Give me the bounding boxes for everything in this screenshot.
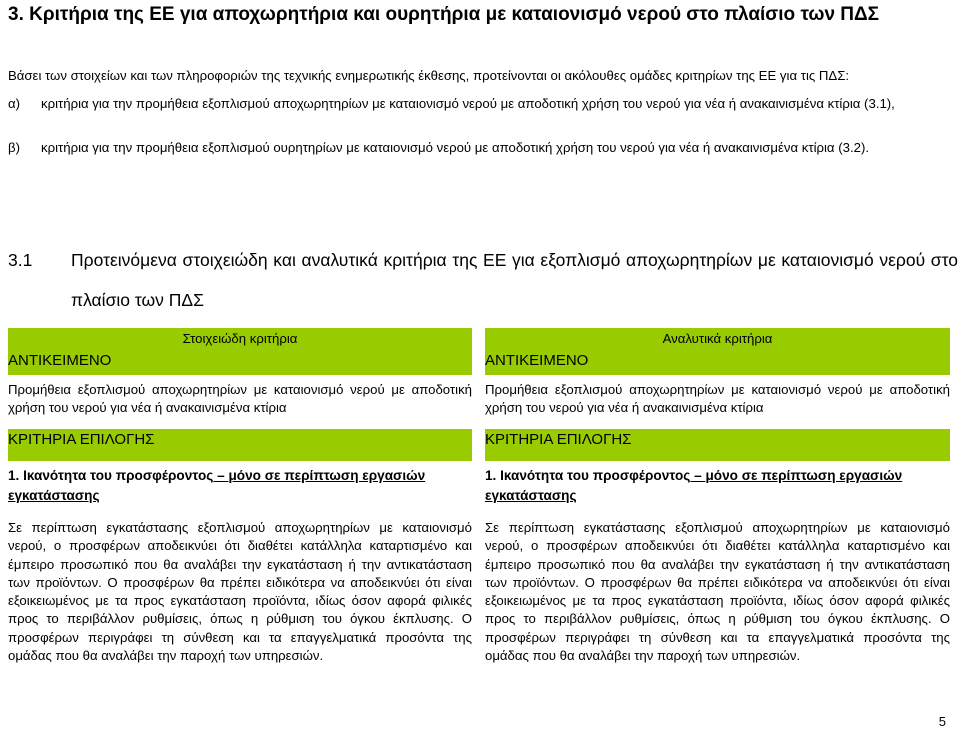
object-text: Προμήθεια εξοπλισμού αποχωρητηρίων με καταιονισμό νερού με αποδοτική χρήση του νερού για νέα ή ανακαινισμένα κτίρια	[8, 382, 472, 415]
section-title: Κριτήρια της ΕΕ για αποχωρητήρια και ουρητήρια με καταιονισμό νερού στο πλαίσιο των ΠΔΣ	[29, 4, 880, 25]
section-heading	[8, 2, 938, 28]
list-marker: β)	[8, 140, 20, 155]
page-number: 5	[938, 714, 946, 729]
comprehensive-criteria-column	[485, 328, 950, 665]
list-text: κριτήρια για την προμήθεια εξοπλισμού αποχωρητηρίων με καταιονισμό νερού με αποδοτική χρήση του νερού για νέα ή ανακαινισμένα κτίρια (3.1),	[41, 96, 895, 111]
comprehensive-criteria-header	[485, 328, 950, 375]
object-cell	[8, 375, 472, 429]
core-criteria-column	[8, 328, 472, 665]
criterion-body: Σε περίπτωση εγκατάστασης εξοπλισμού αποχωρητηρίων με καταιονισμό νερού, ο προσφέρων αποδεικνύει ότι διαθέτει κατάλληλα καταρτισμένο και έμπειρο προσωπικό που θα αναλάβει την εγκατάσταση ή την αντικατάσταση των προϊόντων. Ο προσφέρων θα πρέπει ειδικότερα να αποδεικνύει ότι είναι εξοικειωμένος με τα προς εγκατάσταση προϊόντα, ιδίως όσον αφορά φιλικές προς το περιβάλλον ρυθμίσεις, όπως η ρύθμιση του όγκου έκπλυσης. Ο προσφέρων περιγράφει τη σύνθεση και τα επαγγελματικά προσόντα της ομάδας που θα αναλάβει την παροχή των υπηρεσιών.	[8, 520, 472, 664]
selection-criteria-label: ΚΡΙΤΗΡΙΑ ΕΠΙΛΟΓΗΣ	[8, 431, 155, 448]
object-cell	[485, 375, 950, 429]
selection-criteria-header	[485, 429, 950, 461]
criterion-body: Σε περίπτωση εγκατάστασης εξοπλισμού αποχωρητηρίων με καταιονισμό νερού, ο προσφέρων αποδεικνύει ότι διαθέτει κατάλληλα καταρτισμένο και έμπειρο προσωπικό που θα αναλάβει την εγκατάσταση ή την αντικατάσταση των προϊόντων. Ο προσφέρων θα πρέπει ειδικότερα να αποδεικνύει ότι είναι εξοικειωμένος με τα προς εγκατάσταση προϊόντα, ιδίως όσον αφορά φιλικές προς το περιβάλλον ρυθμίσεις, όπως η ρύθμιση του όγκου έκπλυσης. Ο προσφέρων περιγράφει τη σύνθεση και τα επαγγελματικά προσόντα της ομάδας που θα αναλάβει την παροχή των υπηρεσιών.	[485, 520, 950, 664]
section-number: 3.	[8, 4, 24, 25]
criterion-title-start: 1. Ικανότητα του προσφέροντος	[8, 468, 214, 483]
comprehensive-criteria-caption: Αναλυτικά κριτήρια	[662, 331, 773, 346]
object-text: Προμήθεια εξοπλισμού αποχωρητηρίων με καταιονισμό νερού με αποδοτική χρήση του νερού για νέα ή ανακαινισμένα κτίρια	[485, 382, 950, 415]
criterion-title-underlined: μόνο σε περίπτωση εργασιών εγκατάστασης	[8, 468, 426, 503]
criterion-title	[8, 466, 472, 506]
core-criteria-caption: Στοιχειώδη κριτήρια	[182, 331, 298, 346]
list-item	[8, 92, 958, 138]
selection-criteria-header	[8, 429, 472, 461]
subsection-title: Προτεινόμενα στοιχειώδη και αναλυτικά κριτήρια της ΕΕ για εξοπλισμό αποχωρητηρίων με καταιονισμό νερού στο πλαίσιο των ΠΔΣ	[71, 250, 958, 310]
subsection-number: 3.1	[8, 250, 33, 270]
list-item	[8, 136, 958, 182]
core-criteria-header	[8, 328, 472, 375]
criterion-title-dash: –	[213, 468, 229, 483]
criterion-title-dash: –	[690, 468, 706, 483]
selection-criteria-label: ΚΡΙΤΗΡΙΑ ΕΠΙΛΟΓΗΣ	[485, 431, 632, 448]
list-marker: α)	[8, 96, 21, 111]
criterion-title-underlined: μόνο σε περίπτωση εργασιών εγκατάστασης	[485, 468, 903, 503]
intro-paragraph: Βάσει των στοιχείων και των πληροφοριών της τεχνικής ενημερωτικής έκθεσης, προτείνονται οι ακόλουθες ομάδες κριτηρίων της ΕΕ για τις ΠΔΣ:	[8, 68, 850, 83]
criterion-title	[485, 466, 950, 506]
object-label: ΑΝΤΙΚΕΙΜΕΝΟ	[485, 352, 589, 369]
list-text: κριτήρια για την προμήθεια εξοπλισμού ουρητηρίων με καταιονισμό νερού με αποδοτική χρήση του νερού για νέα ή ανακαινισμένα κτίρια (3.2).	[41, 140, 870, 155]
object-label: ΑΝΤΙΚΕΙΜΕΝΟ	[8, 352, 112, 369]
criterion-title-start: 1. Ικανότητα του προσφέροντος	[485, 468, 691, 483]
